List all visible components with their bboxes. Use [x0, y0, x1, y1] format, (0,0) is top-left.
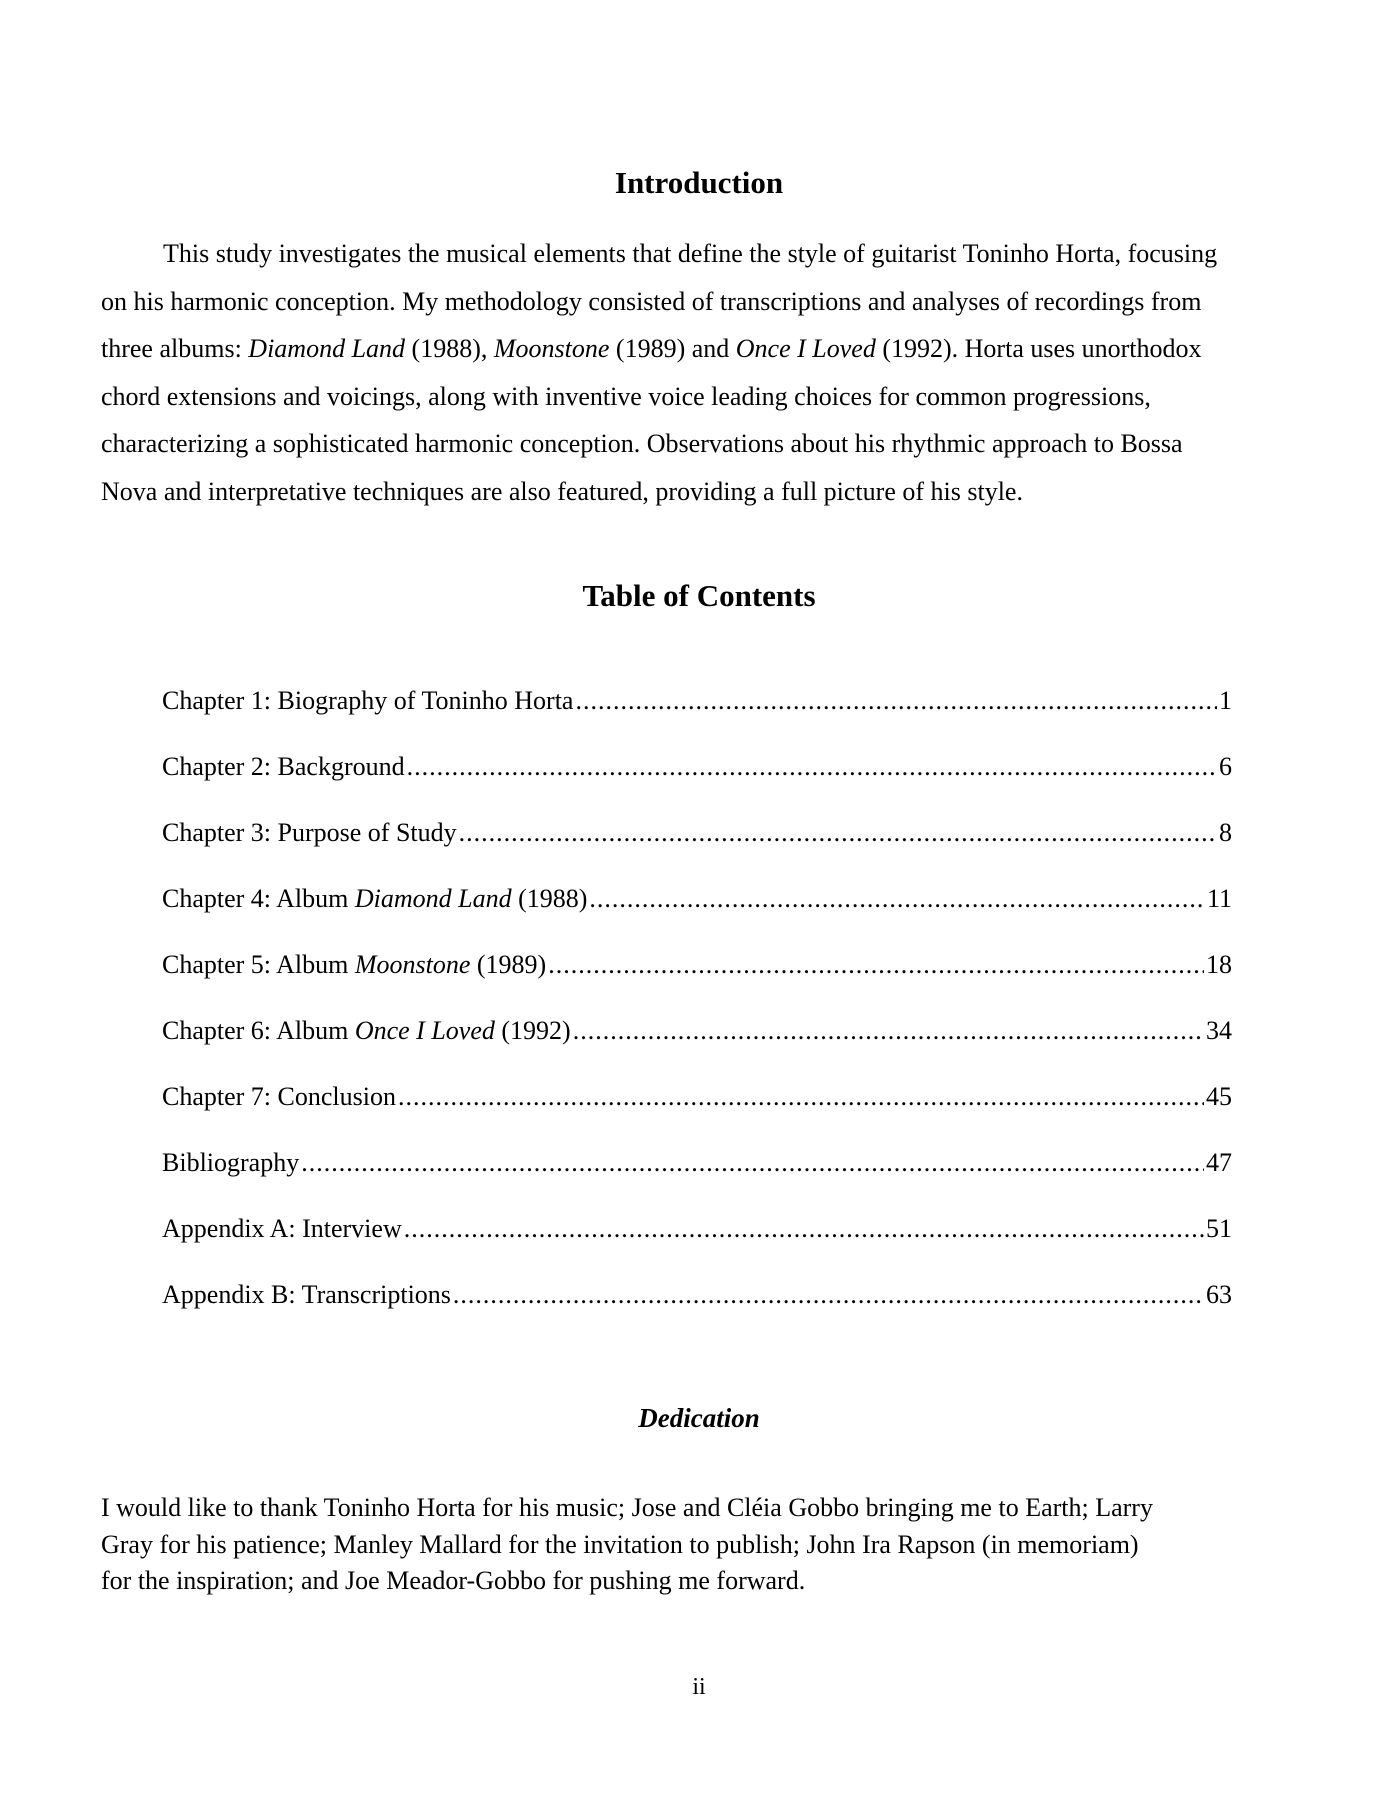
- toc-dot-leader: [575, 684, 1217, 718]
- toc-title-text: Chapter 5: Album: [162, 950, 355, 979]
- toc-entry[interactable]: [162, 1080, 1232, 1146]
- toc-entry[interactable]: [162, 816, 1232, 882]
- introduction-text: (1989) and: [609, 334, 736, 363]
- toc-dot-leader: [573, 1014, 1204, 1048]
- toc-entry[interactable]: [162, 1278, 1232, 1344]
- toc-entry[interactable]: [162, 882, 1232, 948]
- toc-entry[interactable]: [162, 1146, 1232, 1212]
- toc-entry[interactable]: [162, 1212, 1232, 1278]
- introduction-text: chord extensions and voicings, along with inventive voice leading choices for common progressions,: [101, 381, 1151, 411]
- toc-title-text: Chapter 2: Background: [162, 752, 405, 781]
- toc-entry-title: [162, 882, 589, 916]
- album-title: Diamond Land: [248, 334, 406, 363]
- toc-title-year: (1988): [511, 884, 588, 913]
- toc-page-number: 11: [1206, 884, 1232, 913]
- introduction-text: characterizing a sophisticated harmonic conception. Observations about his rhythmic approach to Bossa: [101, 429, 1183, 458]
- toc-page-number: 63: [1206, 1280, 1232, 1309]
- toc-entry[interactable]: [162, 1014, 1232, 1080]
- toc-title-text: Appendix B: Transcriptions: [162, 1280, 451, 1309]
- toc-dot-leader: [459, 816, 1217, 850]
- toc-entry[interactable]: [162, 948, 1232, 1014]
- toc-entry[interactable]: [162, 684, 1232, 750]
- toc-entry-title: [162, 684, 575, 718]
- table-of-contents-heading: Table of Contents: [582, 578, 816, 613]
- toc-page-number: 45: [1206, 1082, 1232, 1111]
- table-of-contents-list: [162, 684, 1232, 1344]
- toc-dot-leader: [548, 948, 1204, 982]
- toc-entry-title: [162, 1212, 404, 1246]
- dedication-line: I would like to thank Toninho Horta for his music; Jose and Cléia Gobbo bringing me to Earth; Larry: [101, 1493, 1153, 1522]
- toc-title-text: Appendix A: Interview: [162, 1214, 402, 1243]
- toc-dot-leader: [453, 1278, 1204, 1312]
- toc-entry-title: [162, 750, 407, 784]
- toc-page-number: 47: [1206, 1148, 1232, 1177]
- introduction-text: Nova and interpretative techniques are also featured, providing a full picture of his style.: [101, 476, 1023, 506]
- dedication-line: Gray for his patience; Manley Mallard for the invitation to publish; John Ira Rapson (in memoriam): [101, 1529, 1139, 1559]
- toc-dot-leader: [398, 1080, 1204, 1114]
- introduction-text: This study investigates the musical elements that define the style of guitarist Toninho Horta, focusing: [163, 239, 1218, 268]
- toc-title-text: Chapter 7: Conclusion: [162, 1082, 396, 1111]
- dedication-heading: Dedication: [638, 1403, 760, 1433]
- toc-title-year: (1992): [494, 1016, 571, 1045]
- toc-album-title: Moonstone: [354, 950, 471, 979]
- introduction-line: [101, 373, 1291, 421]
- toc-title-text: Chapter 4: Album: [162, 884, 355, 913]
- toc-entry-title: [162, 816, 459, 850]
- dedication-paragraph: [101, 1490, 1291, 1600]
- introduction-text: on his harmonic conception. My methodology consisted of transcriptions and analyses of recordings from: [101, 286, 1202, 316]
- introduction-text: (1992). Horta uses unorthodox: [875, 334, 1202, 363]
- toc-album-title: Once I Loved: [354, 1016, 495, 1045]
- introduction-text: (1988),: [405, 334, 494, 363]
- page-number: ii: [692, 1674, 706, 1700]
- introduction-line: [101, 420, 1291, 468]
- introduction-line: [101, 325, 1291, 373]
- toc-dot-leader: [404, 1212, 1204, 1246]
- toc-page-number: 34: [1206, 1016, 1232, 1045]
- toc-title-year: (1989): [470, 950, 547, 979]
- dedication-line: for the inspiration; and Joe Meador-Gobbo for pushing me forward.: [101, 1566, 806, 1595]
- toc-page-number: 51: [1206, 1214, 1232, 1243]
- toc-page-number: 18: [1206, 950, 1232, 979]
- toc-dot-leader: [301, 1146, 1204, 1180]
- toc-title-text: Chapter 6: Album: [162, 1016, 355, 1045]
- toc-page-number: 1: [1219, 686, 1232, 715]
- toc-title-text: Bibliography: [162, 1148, 300, 1177]
- toc-title-text: Chapter 1: Biography of Toninho Horta: [162, 686, 574, 715]
- toc-entry-title: [162, 1014, 573, 1048]
- toc-page-number: 6: [1219, 752, 1232, 781]
- toc-dot-leader: [407, 750, 1217, 784]
- introduction-text: three albums:: [101, 334, 249, 363]
- toc-entry-title: [162, 1146, 301, 1180]
- toc-entry-title: [162, 1080, 398, 1114]
- toc-entry[interactable]: [162, 750, 1232, 816]
- toc-dot-leader: [589, 882, 1205, 916]
- toc-entry-title: [162, 948, 548, 982]
- album-title: Moonstone: [493, 334, 610, 363]
- toc-page-number: 8: [1219, 818, 1232, 847]
- toc-album-title: Diamond Land: [354, 884, 512, 913]
- toc-title-text: Chapter 3: Purpose of Study: [162, 818, 457, 847]
- album-title: Once I Loved: [735, 334, 876, 363]
- introduction-line: [101, 468, 1291, 516]
- introduction-line: [101, 278, 1291, 326]
- toc-entry-title: [162, 1278, 453, 1312]
- introduction-line: [101, 230, 1291, 278]
- introduction-paragraph: [101, 230, 1291, 515]
- introduction-heading: Introduction: [614, 165, 784, 200]
